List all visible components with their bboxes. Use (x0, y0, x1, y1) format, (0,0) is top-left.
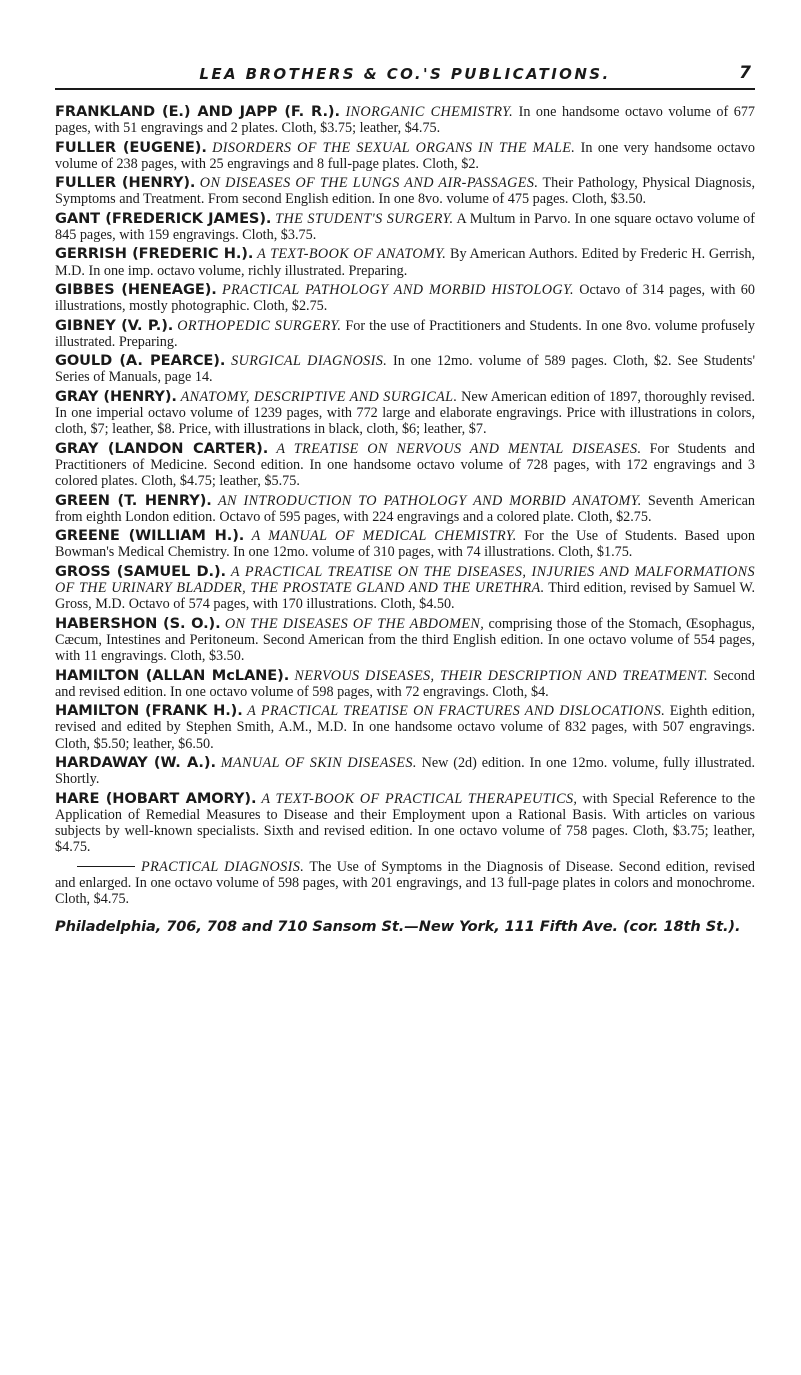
catalog-entry (55, 791, 755, 856)
page-number: 7 (739, 63, 751, 83)
entry-author: GIBNEY (V. P.). (55, 316, 174, 334)
entry-author: GRAY (HENRY). (55, 387, 177, 405)
entry-title: ON DISEASES OF THE LUNGS AND AIR-PASSAGES. (199, 175, 539, 192)
catalog-entry (55, 616, 755, 665)
entry-details: The Use of Symptoms in the Diagnosis of Disease. Second edition, revised and enlarged. In one octavo volume of 598 pages, with 201 engravings, and 13 full-page plates in colors and monochrome. Cloth, $4.75. (55, 858, 755, 908)
entry-details: By American Authors. Edited by Frederic H. Gerrish, M.D. In one imp. octavo volume, richly illustrated. Preparing. (55, 246, 756, 279)
entry-title: ANATOMY, DESCRIPTIVE AND SURGICAL. (180, 388, 458, 405)
entry-details: For the use of Practitioners and Students. In one 8vo. volume profusely illustrated. Preparing. (55, 317, 756, 350)
entry-details: Eighth edition, revised and edited by Stephen Smith, A.M., M.D. In one handsome octavo volume of 832 pages, with 507 engravings. Cloth, $5.50; leather, $6.50. (55, 703, 755, 752)
catalog-entry (55, 318, 755, 351)
entry-title: THE STUDENT'S SURGERY. (275, 210, 454, 227)
entry-author: GREENE (WILLIAM H.). (55, 527, 245, 545)
entry-title: ORTHOPEDIC SURGERY. (177, 317, 342, 334)
entry-title: SURGICAL DIAGNOSIS. (231, 353, 388, 370)
entry-title: A TEXT-BOOK OF ANATOMY. (257, 246, 447, 263)
entry-details: For the Use of Students. Based upon Bowman's Medical Chemistry. In one 12mo. volume of 310 pages, with 74 illustrations. Cloth, $1.75. (55, 528, 755, 561)
entry-author: GRAY (LANDON CARTER). (55, 439, 269, 457)
entry-details: Seventh American from eighth London edition. Octavo of 595 pages, with 224 engravings and a colored plate. Cloth, $2.75. (55, 492, 756, 525)
entry-title: INORGANIC CHEMISTRY. (345, 104, 514, 120)
entry-title: ON THE DISEASES OF THE ABDOMEN, (224, 615, 485, 632)
entry-details: For Students and Practitioners of Medicine. Second edition. In one handsome octavo volume of 728 pages, with 172 engravings and 3 colored plates. Cloth, $4.75; leather, $5.75. (55, 440, 755, 490)
entry-author: FULLER (EUGENE). (55, 138, 207, 156)
entry-author: GERRISH (FREDERIC H.). (55, 245, 254, 263)
entry-author: GREEN (T. HENRY). (55, 491, 212, 509)
entry-title: A PRACTICAL TREATISE ON FRACTURES AND DISLOCATIONS. (247, 703, 666, 720)
entry-title: AN INTRODUCTION TO PATHOLOGY AND MORBID ANATOMY. (217, 492, 642, 509)
catalog-entry (55, 104, 755, 137)
entry-title: PRACTICAL DIAGNOSIS. (141, 858, 305, 875)
catalog-entry (55, 246, 755, 279)
entry-details: New (2d) edition. In one 12mo. volume, fully illustrated. Shortly. (55, 754, 756, 788)
entry-author: FRANKLAND (E.) AND JAPP (F. R.). (55, 103, 340, 120)
entry-details: Octavo of 314 pages, with 60 illustrations, mostly photographic. Cloth, $2.75. (55, 281, 755, 315)
running-header (55, 62, 755, 90)
entry-author: HARDAWAY (W. A.). (55, 753, 216, 771)
catalog-entry (55, 668, 755, 701)
catalog-entry (55, 282, 755, 315)
entry-details: Second and revised edition. In one octavo volume of 598 pages, with 72 engravings. Cloth, $4. (55, 667, 755, 700)
running-title: LEA BROTHERS & CO.'S PUBLICATIONS. (199, 65, 611, 83)
entry-title: DISORDERS OF THE SEXUAL ORGANS IN THE MALE. (212, 139, 576, 156)
entry-author: HARE (HOBART AMORY). (55, 789, 257, 807)
entry-author: GANT (FREDERICK JAMES). (55, 209, 272, 227)
entry-title: A MANUAL OF MEDICAL CHEMISTRY. (251, 528, 517, 545)
catalog-page (55, 62, 755, 935)
catalog-entry (55, 564, 755, 613)
catalog-entry (55, 703, 755, 752)
catalog-entry (55, 140, 755, 173)
entry-details: comprising those of the Stomach, Œsophagus, Cæcum, Intestines and Peritoneum. Second American from the third English edition. In one octavo volume of 554 pages, with 11 engravings. Cloth, $3.50. (55, 615, 755, 665)
entry-details: Third edition, revised by Samuel W. Gross, M.D. Octavo of 574 pages, with 170 illustrations. Cloth, $4.50. (55, 580, 755, 613)
entry-details: New American edition of 1897, thoroughly revised. In one imperial octavo volume of 1239 pages, with 772 large and elaborate engravings. Price with illustrations in colors, cloth, $7; leather, $8. Price, with illustrations in black, cloth, $6; leather, $7. (55, 388, 755, 438)
catalog-entry (55, 175, 755, 208)
catalog-entry (55, 441, 755, 490)
entry-author: FULLER (HENRY). (55, 174, 196, 192)
entry-details: In one 12mo. volume of 589 pages. Cloth, $2. See Students' Series of Manuals, page 14. (55, 353, 755, 386)
catalog-entry (55, 755, 755, 788)
entry-title: NERVOUS DISEASES, THEIR DESCRIPTION AND TREATMENT. (294, 667, 709, 684)
entry-details: A Multum in Parvo. In one square octavo volume of 845 pages, with 159 engravings. Cloth, $3.75. (55, 210, 755, 244)
entry-title: MANUAL OF SKIN DISEASES. (220, 754, 417, 771)
entry-details: In one handsome octavo volume of 677 pages, with 51 engravings and 2 plates. Cloth, $3.75; leather, $4.75. (55, 104, 756, 137)
catalog-entry (55, 493, 755, 526)
entry-author: GOULD (A. PEARCE). (55, 352, 226, 370)
ditto-rule (77, 866, 135, 867)
entry-author: HAMILTON (FRANK H.). (55, 702, 243, 720)
entry-title: A TREATISE ON NERVOUS AND MENTAL DISEASES. (276, 440, 642, 457)
entry-author: GIBBES (HENEAGE). (55, 280, 217, 298)
entry-author: HABERSHON (S. O.). (55, 614, 221, 632)
catalog-entry (55, 353, 755, 386)
entry-details: with Special Reference to the Application of Remedial Measures to Disease and their Employment upon a Rational Basis. With articles on various subjects by well-known specialists. Sixth and revised edition. In one octavo volume of 758 pages. Cloth, $3.75; leather, $4.75. (55, 790, 756, 856)
catalog-entry (55, 211, 755, 244)
entry-details: Their Pathology, Physical Diagnosis, Symptoms and Treatment. From second English edition. In one 8vo. volume of 475 pages. Cloth, $3.50. (55, 175, 755, 208)
catalog-entry (55, 859, 755, 908)
entry-details: In one very handsome octavo volume of 238 pages, with 25 engravings and 8 full-page plates. Cloth, $2. (55, 139, 755, 172)
entry-author: HAMILTON (ALLAN McLANE). (55, 666, 290, 684)
entry-title: PRACTICAL PATHOLOGY AND MORBID HISTOLOGY. (222, 281, 574, 298)
publisher-address-footer: Philadelphia, 706, 708 and 710 Sansom St.—New York, 111 Fifth Ave. (cor. 18th St.). (55, 917, 741, 935)
entry-title: A TEXT-BOOK OF PRACTICAL THERAPEUTICS, (261, 790, 578, 807)
entry-title: A PRACTICAL TREATISE ON THE DISEASES, INJURIES AND MALFORMATIONS OF THE URINARY BLADDER, THE PROSTATE GLAND AND THE URETHRA. (55, 563, 756, 597)
catalog-entry (55, 389, 755, 438)
entry-author: GROSS (SAMUEL D.). (55, 562, 226, 580)
catalog-entry (55, 528, 755, 561)
